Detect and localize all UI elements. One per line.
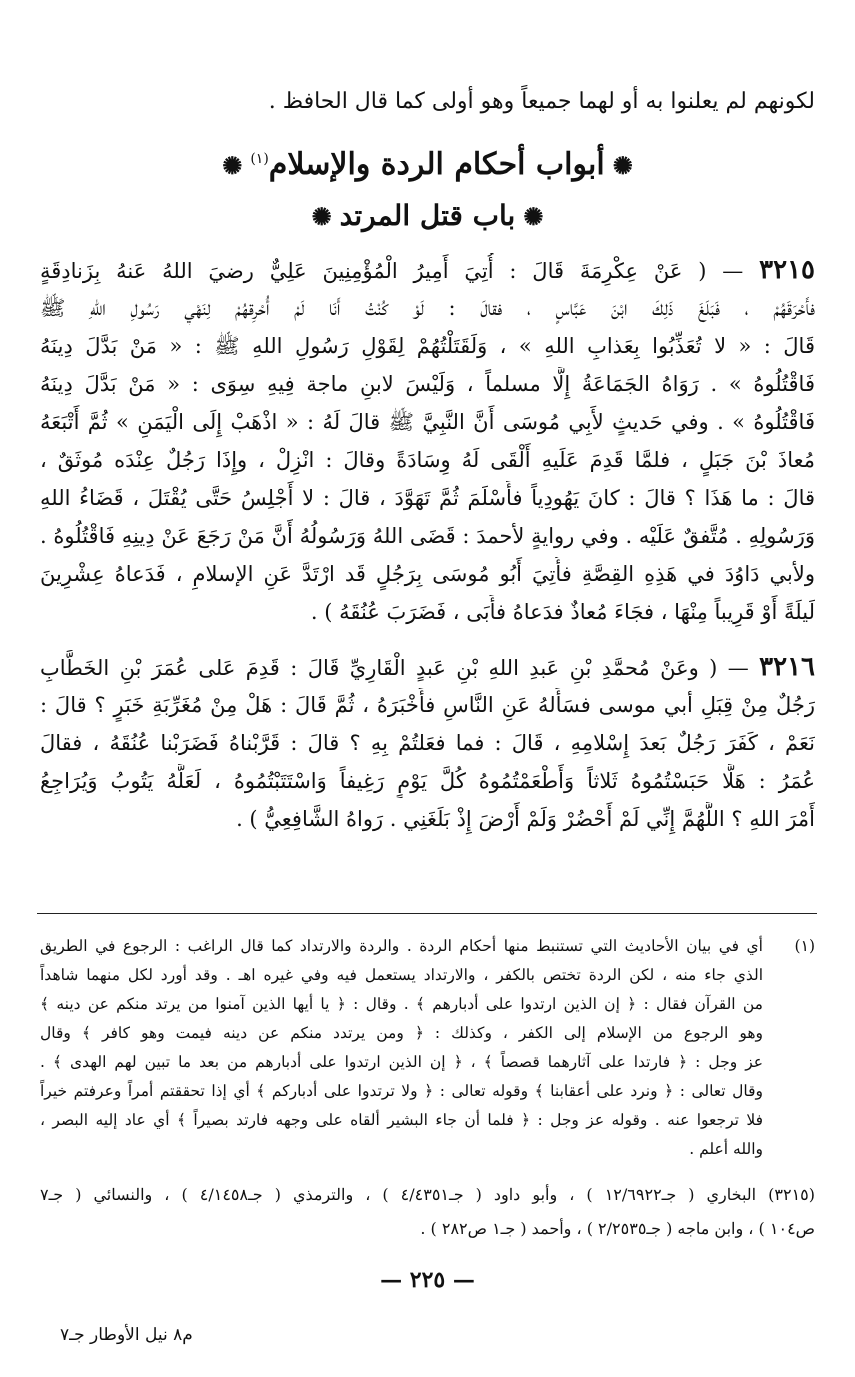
references-line: (٣٢١٥) البخاري ( جـ١٢/٦٩٢٢ ) ، وأبو داود ( جـ٤/٤٣٥١ ) ، والترمذي ( جـ٤/١٤٥٨ ) ، والنسائي ( جـ٧ xyxy=(40,1185,815,1204)
hadith-3215-line xyxy=(40,253,815,288)
ornament-star-icon: ✺ xyxy=(523,202,544,231)
hadith-3216-line: عُمَرُ : هَلَّا حَبَسْتُمُوهُ ثَلاثاً وَأَطْعَمْتُمُوهُ كُلَّ يَوْمٍ رَغِيفاً وَاسْتَتَبْتُمُوهُ ، لَعَلَّهُ يَتُوبُ وَيُرَاجِعُ xyxy=(40,769,815,793)
hadith-3215-line: فَاقْتُلُوهُ » . رَوَاهُ الجَمَاعَةُ إِلَّا مسلماً ، وَلَيْسَ لابنِ ماجة فِيهِ سِوَى : « مَنْ بَدَّلَ دِينَهُ xyxy=(40,372,815,396)
chapter-title-text: باب قتل المرتد xyxy=(339,199,516,232)
hadith-3216-line xyxy=(40,650,815,685)
hadith-3215-line: مُعاذَ بْنَ جَبَلٍ ، فلمَّا قَدِمَ عَلَيهِ أَلْقَى لَهُ وِسَادَةً وقالَ : انْزِلْ ، وإِذَا رَجُلٌ عِنْدَه مُوثَقٌ ، xyxy=(40,448,815,472)
ornament-star-icon: ✺ xyxy=(222,151,243,180)
footnote-line: وقال تعالى : ﴿ ونرد على أعقابنا ﴾ وقوله تعالى : ﴿ ولا ترتدوا على أدباركم ﴾ أي إذا تحققتم أمراً وعرفتم خيراً xyxy=(40,1082,763,1100)
chapter-title xyxy=(40,193,815,240)
hadith-number: ٣٢١٦ xyxy=(759,652,815,682)
section-title-text: أبواب أحكام الردة والإسلام xyxy=(268,147,605,182)
footnote-separator xyxy=(37,913,817,914)
footnote-line: فلا ترجعوا عنه . وقوله عز وجل : ﴿ فلما أن جاء البشير ألقاه على وجهه فارتد بصيراً ﴾ أي عاد إليه البصر ، xyxy=(40,1111,763,1129)
section-title xyxy=(40,134,815,191)
hadith-number: ٣٢١٥ xyxy=(759,255,815,285)
hadith-3215-line: قَالَ : « لا تُعَذِّبُوا بِعَذابِ اللهِ » ، وَلَقَتَلْتُهُمْ لِقَوْلِ رَسُولِ اللهِ ﷺ : « مَنْ بَدَّلَ دِينَهُ xyxy=(40,334,815,358)
footnote-marker: (١) xyxy=(794,937,815,955)
printer-signature: م٨ نيل الأوطار جـ٧ xyxy=(60,1325,193,1345)
references-line: ص١٠٤ ) ، وابن ماجه ( جـ٢/٢٥٣٥ ) ، وأحمد ( جـ١ ص٢٨٢ ) . xyxy=(420,1219,815,1238)
hadith-3215-line: وَرَسُولِهِ . مُتَّفقٌ عَلَيْه . وفي روايةٍ لأحمدَ : قَضَى اللهُ وَرَسُولُهُ أَنَّ مَنْ رَجَعَ عَنْ دِينِهِ فَاقْتُلُوهُ . xyxy=(40,524,815,548)
page-number: — ٢٢٥ — xyxy=(380,1267,475,1293)
footnote-line: عز وجل : ﴿ فارتدا على آثارهما قصصاً ﴾ ، ﴿ إن الذين ارتدوا على أدبارهم من بعد ما تبين لهم الهدى ﴾ . xyxy=(40,1053,763,1071)
footnote-line: أي في بيان الأحاديث التي تستنبط منها أحكام الردة . والردة والارتداد كما قال الراغب : الرجوع في الطريق xyxy=(40,937,763,955)
hadith-text: — ( وعَنْ مُحمَّدِ بْنِ عَبدِ اللهِ بْنِ عَبدٍ الْقَارِيِّ قَالَ : قَدِمَ عَلى عُمَرَ بْنِ الخَطَّابِ xyxy=(40,656,749,680)
hadith-3215-line: لَيلَةً أَوْ قَرِيباً مِنْهَا ، فجَاءَ مُعاذٌ فدَعاهُ فأَبَى ، فَضَرَبَ عُنُقَهُ ) . xyxy=(310,600,815,624)
hadith-3216-line: نَعَمْ ، كَفَرَ رَجُلٌ بَعدَ إِسْلامِهِ ، قَالَ : فما فعَلتُمْ بِهِ ؟ قالَ : قَرَّبْناهُ فَضَرَبْنا عُنُقَهُ ، فقالَ xyxy=(40,731,815,755)
hadith-3215-line: فأَحْرَقَهُمْ ، فَبَلَغَ ذَلِكَ ابْنَ عَبَّاسٍ ، فقالَ : لَوْ كُنْتُ أَنَا لَمْ أُحْرِقهُمْ لِنَهْيِ رَسُولِ اللهِ ﷺ xyxy=(40,296,815,320)
footnote-line: والله أعلم . xyxy=(689,1140,763,1158)
ornament-star-icon: ✺ xyxy=(311,202,332,231)
hadith-3216-line: أَمْرَ اللهِ ؟ اللَّهُمَّ إِنِّي لَمْ أَحْضُرْ وَلَمْ أَرْضَ إِذْ بَلَغَنِي . رَواهُ الشَّافِعِيُّ ) . xyxy=(236,807,815,831)
ornament-star-icon: ✺ xyxy=(612,151,633,180)
footnote-line: من القرآن فقال : ﴿ إن الذين ارتدوا على أدبارهم ﴾ . وقال : ﴿ يا أيها الذين آمنوا من يرتد منكم عن دينه ﴾ xyxy=(40,995,763,1013)
footnote-line: الذي جاء منه ، لكن الردة تختص بالكفر ، والارتداد يستعمل فيه وفي غيره اهـ . وقد أورد لكل منهما شاهداً xyxy=(40,966,763,984)
hadith-text: — ( عَنْ عِكْرِمَةَ قَالَ : أُتِيَ أَمِيرُ الْمُؤْمِنِينَ عَلِيٌّ رضيَ اللهُ عَنهُ بِزَنادِقَةٍ xyxy=(40,259,744,283)
hadith-3215-line: ولأبي دَاوُدَ في هَذِهِ القِصَّةِ فأُتِيَ أَبُو مُوسَى بِرَجُلٍ قَد ارْتَدَّ عَنِ الإسلامِ ، فَدَعاهُ عِشْرِينَ xyxy=(40,562,815,586)
carry-over-line: لكونهم لم يعلنوا به أو لهما جميعاً وهو أولى كما قال الحافظ . xyxy=(268,89,815,114)
hadith-3215-line: فَاقْتُلُوهُ » . وفي حَديثٍ لأَبِي مُوسَى أَنَّ النَّبِيَّ ﷺ قالَ لَهُ : « اذْهَبْ إِلَى الْيَمَنِ » ثُمَّ أَتْبَعَهُ xyxy=(40,410,815,434)
footnote-reference: (١) xyxy=(250,151,269,167)
hadith-3216-line: رَجُلٌ مِنْ قِبَلِ أبي موسى فسَأَلهُ عَنِ النَّاسِ فأَخْبَرَهُ ، ثُمَّ قَالَ : هَلْ مِنْ مُغَرِّبَةِ خَبَرٍ ؟ قالَ : xyxy=(40,693,815,717)
hadith-3215-line: قالَ : ما هَذَا ؟ قالَ : كانَ يَهُودِياً فأَسْلَمَ ثُمَّ تَهَوَّدَ ، قالَ : لا أَجْلِسُ حَتَّى يُقْتَلَ ، قَضَاءُ اللهِ xyxy=(40,486,815,510)
footnote-line: وهو الرجوع من الإسلام إلى الكفر ، وكذلك : ﴿ ومن يرتدد منكم عن دينه فيمت وهو كافر ﴾ وقال xyxy=(40,1024,763,1042)
